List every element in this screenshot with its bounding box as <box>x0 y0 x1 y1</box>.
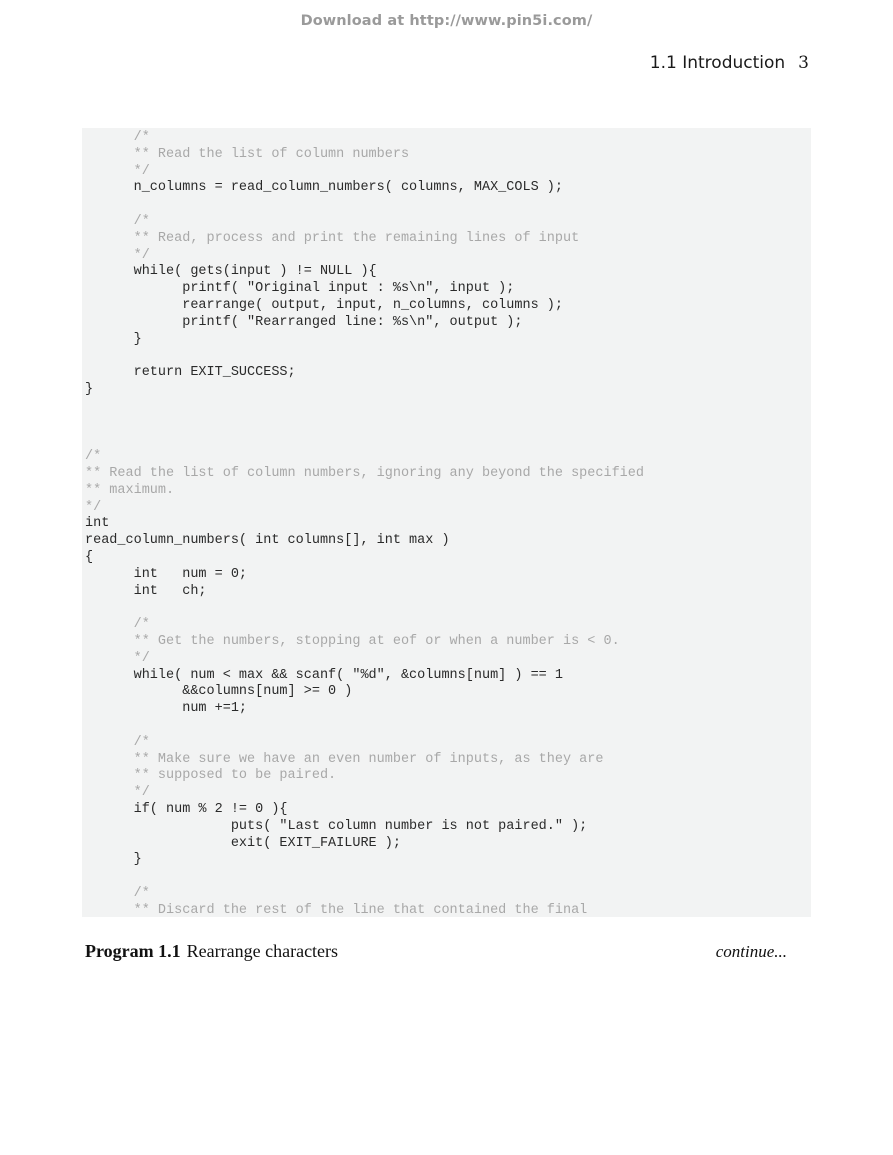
program-caption <box>85 941 338 962</box>
code-line: { <box>85 550 94 565</box>
code-line: printf( "Original input : %s\n", input ); <box>85 281 515 297</box>
code-line: } <box>85 382 94 397</box>
program-title: Rearrange characters <box>186 941 339 961</box>
code-listing <box>82 128 811 917</box>
code-comment-line: */ <box>85 247 150 263</box>
code-comment-line: ** supposed to be paired. <box>85 768 337 784</box>
download-watermark: Download at http://www.pin5i.com/ <box>300 13 593 29</box>
code-comment-line: */ <box>85 650 150 666</box>
code-comment-line: ** Discard the rest of the line that contained the final <box>85 902 588 917</box>
code-line: read_column_numbers( int columns[], int max ) <box>85 533 450 549</box>
code-line: if( num % 2 != 0 ){ <box>85 802 288 817</box>
code-line: int <box>85 516 110 532</box>
section-title: 1.1 Introduction <box>649 53 786 73</box>
code-comment-line: /* <box>85 734 150 750</box>
page-number: 3 <box>798 53 809 73</box>
code-line: int ch; <box>85 583 207 599</box>
program-label: Program 1.1 <box>85 941 181 961</box>
code-comment-line: /* <box>85 449 102 465</box>
code-line: exit( EXIT_FAILURE ); <box>85 835 401 851</box>
code-line: rearrange( output, input, n_columns, columns ); <box>85 298 563 313</box>
code-comment-line: /* <box>85 214 150 229</box>
code-line: n_columns = read_column_numbers( columns, MAX_COLS ); <box>85 180 563 196</box>
running-header <box>650 53 809 73</box>
code-comment-line: ** Read, process and print the remaining lines of input <box>85 230 580 246</box>
code-line: puts( "Last column number is not paired." ); <box>85 818 588 834</box>
code-line: return EXIT_SUCCESS; <box>85 365 296 381</box>
code-line: while( gets(input ) != NULL ){ <box>85 264 377 280</box>
code-comment-line: */ <box>85 785 150 801</box>
code-comment-line: ** Make sure we have an even number of inputs, as they are <box>85 751 604 767</box>
code-line: } <box>85 331 142 347</box>
code-comment-line: ** maximum. <box>85 482 175 498</box>
code-comment-line: /* <box>85 130 150 145</box>
code-comment-line: /* <box>85 617 150 633</box>
code-comment-line: /* <box>85 886 150 901</box>
code-comment-line: */ <box>85 499 102 515</box>
code-line: while( num < max && scanf( "%d", &columns[num] ) == 1 <box>85 667 563 683</box>
code-comment-line: ** Get the numbers, stopping at eof or when a number is < 0. <box>85 634 620 649</box>
code-line: printf( "Rearranged line: %s\n", output ); <box>85 314 523 330</box>
code-comment-line: ** Read the list of column numbers <box>85 146 410 162</box>
code-comment-line: */ <box>85 163 150 179</box>
continue-marker: continue... <box>715 942 787 961</box>
code-line: int num = 0; <box>85 566 248 582</box>
code-line: &&columns[num] >= 0 ) <box>85 684 353 700</box>
code-comment-line: ** Read the list of column numbers, ignoring any beyond the specified <box>85 466 644 481</box>
code-line: num +=1; <box>85 701 248 717</box>
code-line: } <box>85 852 142 868</box>
